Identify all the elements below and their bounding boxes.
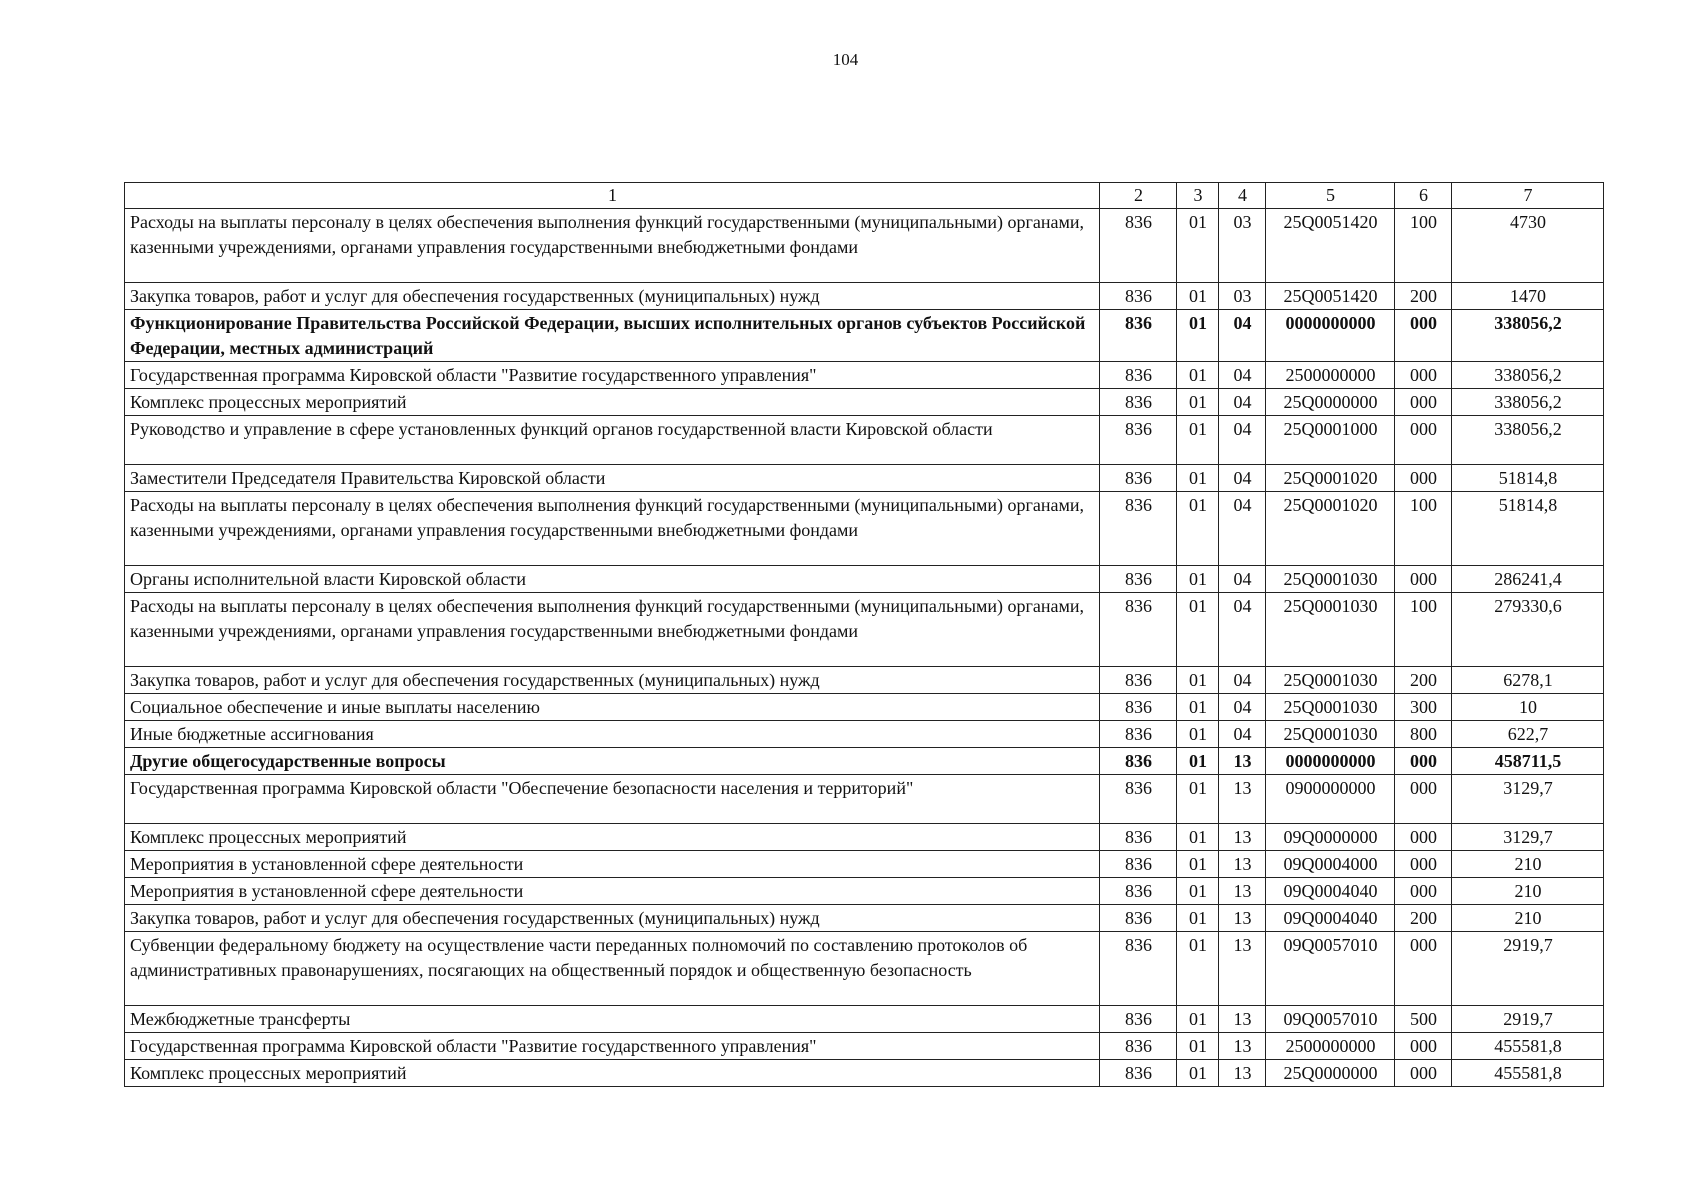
admin-code-cell: 836 bbox=[1100, 465, 1177, 492]
expense-type-code-cell: 000 bbox=[1395, 389, 1452, 416]
amount-cell: 210 bbox=[1452, 878, 1604, 905]
admin-code-cell: 836 bbox=[1100, 283, 1177, 310]
amount-cell: 2919,7 bbox=[1452, 1006, 1604, 1033]
table-row bbox=[125, 209, 1604, 283]
target-article-code-cell: 25Q0000000 bbox=[1266, 1060, 1395, 1087]
admin-code-cell: 836 bbox=[1100, 389, 1177, 416]
header-cell: 1 bbox=[125, 183, 1100, 209]
section-code-cell: 01 bbox=[1177, 1060, 1219, 1087]
subsection-code-cell: 04 bbox=[1219, 667, 1266, 694]
subsection-code-cell: 13 bbox=[1219, 851, 1266, 878]
expense-type-code-cell: 000 bbox=[1395, 775, 1452, 824]
target-article-code-cell: 25Q0001020 bbox=[1266, 492, 1395, 566]
admin-code-cell: 836 bbox=[1100, 775, 1177, 824]
subsection-code-cell: 04 bbox=[1219, 694, 1266, 721]
amount-cell: 622,7 bbox=[1452, 721, 1604, 748]
amount-cell: 338056,2 bbox=[1452, 310, 1604, 362]
header-cell: 5 bbox=[1266, 183, 1395, 209]
amount-cell: 458711,5 bbox=[1452, 748, 1604, 775]
admin-code-cell: 836 bbox=[1100, 362, 1177, 389]
table-row bbox=[125, 593, 1604, 667]
budget-table bbox=[124, 182, 1604, 1087]
expense-type-code-cell: 100 bbox=[1395, 492, 1452, 566]
expense-type-code-cell: 200 bbox=[1395, 283, 1452, 310]
table-row bbox=[125, 824, 1604, 851]
expense-type-code-cell: 000 bbox=[1395, 851, 1452, 878]
item-name-cell: Комплекс процессных мероприятий bbox=[125, 1060, 1100, 1087]
table-row bbox=[125, 1060, 1604, 1087]
amount-cell: 51814,8 bbox=[1452, 492, 1604, 566]
section-code-cell: 01 bbox=[1177, 465, 1219, 492]
subsection-code-cell: 13 bbox=[1219, 1060, 1266, 1087]
expense-type-code-cell: 000 bbox=[1395, 362, 1452, 389]
admin-code-cell: 836 bbox=[1100, 932, 1177, 1006]
subsection-code-cell: 13 bbox=[1219, 932, 1266, 1006]
admin-code-cell: 836 bbox=[1100, 209, 1177, 283]
section-code-cell: 01 bbox=[1177, 209, 1219, 283]
target-article-code-cell: 25Q0001030 bbox=[1266, 721, 1395, 748]
item-name-cell: Мероприятия в установленной сфере деятельности bbox=[125, 851, 1100, 878]
subsection-code-cell: 04 bbox=[1219, 593, 1266, 667]
section-code-cell: 01 bbox=[1177, 905, 1219, 932]
expense-type-code-cell: 300 bbox=[1395, 694, 1452, 721]
item-name-cell: Мероприятия в установленной сфере деятельности bbox=[125, 878, 1100, 905]
section-code-cell: 01 bbox=[1177, 667, 1219, 694]
subsection-code-cell: 13 bbox=[1219, 1006, 1266, 1033]
subsection-code-cell: 04 bbox=[1219, 416, 1266, 465]
item-name-cell: Иные бюджетные ассигнования bbox=[125, 721, 1100, 748]
section-code-cell: 01 bbox=[1177, 851, 1219, 878]
amount-cell: 210 bbox=[1452, 851, 1604, 878]
amount-cell: 210 bbox=[1452, 905, 1604, 932]
target-article-code-cell: 09Q0057010 bbox=[1266, 1006, 1395, 1033]
target-article-code-cell: 09Q0004040 bbox=[1266, 905, 1395, 932]
item-name-cell: Функционирование Правительства Российской Федерации, высших исполнительных органов субъектов Российской Федерации, местных администраций bbox=[125, 310, 1100, 362]
admin-code-cell: 836 bbox=[1100, 416, 1177, 465]
subsection-code-cell: 13 bbox=[1219, 878, 1266, 905]
subsection-code-cell: 04 bbox=[1219, 362, 1266, 389]
section-code-cell: 01 bbox=[1177, 283, 1219, 310]
expense-type-code-cell: 100 bbox=[1395, 593, 1452, 667]
item-name-cell: Расходы на выплаты персоналу в целях обеспечения выполнения функций государственными (муниципальными) органами, казенными учреждениями, органами управления государственными внебюджетными фондами bbox=[125, 492, 1100, 566]
table-row bbox=[125, 905, 1604, 932]
subsection-code-cell: 03 bbox=[1219, 209, 1266, 283]
table-row bbox=[125, 748, 1604, 775]
amount-cell: 338056,2 bbox=[1452, 362, 1604, 389]
item-name-cell: Руководство и управление в сфере установленных функций органов государственной власти Кировской области bbox=[125, 416, 1100, 465]
admin-code-cell: 836 bbox=[1100, 667, 1177, 694]
item-name-cell: Государственная программа Кировской области "Развитие государственного управления" bbox=[125, 362, 1100, 389]
subsection-code-cell: 13 bbox=[1219, 775, 1266, 824]
subsection-code-cell: 04 bbox=[1219, 310, 1266, 362]
item-name-cell: Комплекс процессных мероприятий bbox=[125, 824, 1100, 851]
target-article-code-cell: 25Q0001030 bbox=[1266, 694, 1395, 721]
item-name-cell: Другие общегосударственные вопросы bbox=[125, 748, 1100, 775]
admin-code-cell: 836 bbox=[1100, 878, 1177, 905]
admin-code-cell: 836 bbox=[1100, 694, 1177, 721]
item-name-cell: Государственная программа Кировской области "Обеспечение безопасности населения и территорий" bbox=[125, 775, 1100, 824]
section-code-cell: 01 bbox=[1177, 1033, 1219, 1060]
table-row bbox=[125, 878, 1604, 905]
section-code-cell: 01 bbox=[1177, 389, 1219, 416]
subsection-code-cell: 13 bbox=[1219, 748, 1266, 775]
table-row bbox=[125, 566, 1604, 593]
expense-type-code-cell: 000 bbox=[1395, 1060, 1452, 1087]
admin-code-cell: 836 bbox=[1100, 824, 1177, 851]
subsection-code-cell: 13 bbox=[1219, 905, 1266, 932]
amount-cell: 51814,8 bbox=[1452, 465, 1604, 492]
subsection-code-cell: 04 bbox=[1219, 566, 1266, 593]
expense-type-code-cell: 000 bbox=[1395, 310, 1452, 362]
amount-cell: 3129,7 bbox=[1452, 824, 1604, 851]
expense-type-code-cell: 200 bbox=[1395, 905, 1452, 932]
expense-type-code-cell: 000 bbox=[1395, 566, 1452, 593]
target-article-code-cell: 25Q0051420 bbox=[1266, 283, 1395, 310]
table-row bbox=[125, 389, 1604, 416]
admin-code-cell: 836 bbox=[1100, 593, 1177, 667]
target-article-code-cell: 0900000000 bbox=[1266, 775, 1395, 824]
target-article-code-cell: 09Q0004040 bbox=[1266, 878, 1395, 905]
section-code-cell: 01 bbox=[1177, 593, 1219, 667]
subsection-code-cell: 13 bbox=[1219, 824, 1266, 851]
target-article-code-cell: 09Q0004000 bbox=[1266, 851, 1395, 878]
item-name-cell: Заместители Председателя Правительства Кировской области bbox=[125, 465, 1100, 492]
target-article-code-cell: 0000000000 bbox=[1266, 748, 1395, 775]
target-article-code-cell: 25Q0001000 bbox=[1266, 416, 1395, 465]
table-row bbox=[125, 694, 1604, 721]
expense-type-code-cell: 000 bbox=[1395, 932, 1452, 1006]
admin-code-cell: 836 bbox=[1100, 566, 1177, 593]
expense-type-code-cell: 100 bbox=[1395, 209, 1452, 283]
target-article-code-cell: 25Q0001030 bbox=[1266, 566, 1395, 593]
admin-code-cell: 836 bbox=[1100, 1033, 1177, 1060]
admin-code-cell: 836 bbox=[1100, 1006, 1177, 1033]
expense-type-code-cell: 800 bbox=[1395, 721, 1452, 748]
subsection-code-cell: 04 bbox=[1219, 492, 1266, 566]
target-article-code-cell: 25Q0001030 bbox=[1266, 593, 1395, 667]
section-code-cell: 01 bbox=[1177, 721, 1219, 748]
admin-code-cell: 836 bbox=[1100, 851, 1177, 878]
header-cell: 7 bbox=[1452, 183, 1604, 209]
admin-code-cell: 836 bbox=[1100, 1060, 1177, 1087]
section-code-cell: 01 bbox=[1177, 362, 1219, 389]
subsection-code-cell: 04 bbox=[1219, 721, 1266, 748]
expense-type-code-cell: 000 bbox=[1395, 416, 1452, 465]
table-row bbox=[125, 851, 1604, 878]
target-article-code-cell: 09Q0000000 bbox=[1266, 824, 1395, 851]
item-name-cell: Органы исполнительной власти Кировской области bbox=[125, 566, 1100, 593]
amount-cell: 338056,2 bbox=[1452, 416, 1604, 465]
expense-type-code-cell: 000 bbox=[1395, 465, 1452, 492]
section-code-cell: 01 bbox=[1177, 694, 1219, 721]
target-article-code-cell: 09Q0057010 bbox=[1266, 932, 1395, 1006]
amount-cell: 4730 bbox=[1452, 209, 1604, 283]
amount-cell: 3129,7 bbox=[1452, 775, 1604, 824]
table-row bbox=[125, 310, 1604, 362]
target-article-code-cell: 25Q0001030 bbox=[1266, 667, 1395, 694]
subsection-code-cell: 13 bbox=[1219, 1033, 1266, 1060]
table-row bbox=[125, 1006, 1604, 1033]
section-code-cell: 01 bbox=[1177, 932, 1219, 1006]
target-article-code-cell: 2500000000 bbox=[1266, 362, 1395, 389]
amount-cell: 2919,7 bbox=[1452, 932, 1604, 1006]
expense-type-code-cell: 000 bbox=[1395, 824, 1452, 851]
amount-cell: 286241,4 bbox=[1452, 566, 1604, 593]
item-name-cell: Комплекс процессных мероприятий bbox=[125, 389, 1100, 416]
section-code-cell: 01 bbox=[1177, 416, 1219, 465]
item-name-cell: Субвенции федеральному бюджету на осуществление части переданных полномочий по составлению протоколов об административных правонарушениях, посягающих на общественный порядок и общественную безопасность bbox=[125, 932, 1100, 1006]
table-row bbox=[125, 775, 1604, 824]
table-row bbox=[125, 721, 1604, 748]
expense-type-code-cell: 000 bbox=[1395, 748, 1452, 775]
section-code-cell: 01 bbox=[1177, 824, 1219, 851]
item-name-cell: Социальное обеспечение и иные выплаты населению bbox=[125, 694, 1100, 721]
item-name-cell: Закупка товаров, работ и услуг для обеспечения государственных (муниципальных) нужд bbox=[125, 667, 1100, 694]
table-row bbox=[125, 416, 1604, 465]
expense-type-code-cell: 000 bbox=[1395, 878, 1452, 905]
section-code-cell: 01 bbox=[1177, 566, 1219, 593]
section-code-cell: 01 bbox=[1177, 492, 1219, 566]
subsection-code-cell: 04 bbox=[1219, 465, 1266, 492]
section-code-cell: 01 bbox=[1177, 748, 1219, 775]
table-row bbox=[125, 667, 1604, 694]
amount-cell: 10 bbox=[1452, 694, 1604, 721]
target-article-code-cell: 0000000000 bbox=[1266, 310, 1395, 362]
target-article-code-cell: 25Q0051420 bbox=[1266, 209, 1395, 283]
amount-cell: 279330,6 bbox=[1452, 593, 1604, 667]
admin-code-cell: 836 bbox=[1100, 492, 1177, 566]
header-cell: 2 bbox=[1100, 183, 1177, 209]
section-code-cell: 01 bbox=[1177, 878, 1219, 905]
item-name-cell: Расходы на выплаты персоналу в целях обеспечения выполнения функций государственными (муниципальными) органами, казенными учреждениями, органами управления государственными внебюджетными фондами bbox=[125, 209, 1100, 283]
amount-cell: 455581,8 bbox=[1452, 1060, 1604, 1087]
table-row bbox=[125, 492, 1604, 566]
admin-code-cell: 836 bbox=[1100, 905, 1177, 932]
item-name-cell: Межбюджетные трансферты bbox=[125, 1006, 1100, 1033]
table-header-row bbox=[125, 183, 1604, 209]
item-name-cell: Расходы на выплаты персоналу в целях обеспечения выполнения функций государственными (муниципальными) органами, казенными учреждениями, органами управления государственными внебюджетными фондами bbox=[125, 593, 1100, 667]
expense-type-code-cell: 200 bbox=[1395, 667, 1452, 694]
subsection-code-cell: 03 bbox=[1219, 283, 1266, 310]
amount-cell: 6278,1 bbox=[1452, 667, 1604, 694]
target-article-code-cell: 25Q0001020 bbox=[1266, 465, 1395, 492]
admin-code-cell: 836 bbox=[1100, 721, 1177, 748]
item-name-cell: Закупка товаров, работ и услуг для обеспечения государственных (муниципальных) нужд bbox=[125, 905, 1100, 932]
amount-cell: 338056,2 bbox=[1452, 389, 1604, 416]
table-row bbox=[125, 283, 1604, 310]
header-cell: 3 bbox=[1177, 183, 1219, 209]
table-row bbox=[125, 362, 1604, 389]
table-row bbox=[125, 1033, 1604, 1060]
table-row bbox=[125, 932, 1604, 1006]
section-code-cell: 01 bbox=[1177, 310, 1219, 362]
admin-code-cell: 836 bbox=[1100, 748, 1177, 775]
amount-cell: 1470 bbox=[1452, 283, 1604, 310]
item-name-cell: Закупка товаров, работ и услуг для обеспечения государственных (муниципальных) нужд bbox=[125, 283, 1100, 310]
amount-cell: 455581,8 bbox=[1452, 1033, 1604, 1060]
target-article-code-cell: 2500000000 bbox=[1266, 1033, 1395, 1060]
page-number: 104 bbox=[832, 50, 859, 69]
subsection-code-cell: 04 bbox=[1219, 389, 1266, 416]
expense-type-code-cell: 500 bbox=[1395, 1006, 1452, 1033]
target-article-code-cell: 25Q0000000 bbox=[1266, 389, 1395, 416]
item-name-cell: Государственная программа Кировской области "Развитие государственного управления" bbox=[125, 1033, 1100, 1060]
section-code-cell: 01 bbox=[1177, 775, 1219, 824]
section-code-cell: 01 bbox=[1177, 1006, 1219, 1033]
table-row bbox=[125, 465, 1604, 492]
expense-type-code-cell: 000 bbox=[1395, 1033, 1452, 1060]
admin-code-cell: 836 bbox=[1100, 310, 1177, 362]
header-cell: 6 bbox=[1395, 183, 1452, 209]
header-cell: 4 bbox=[1219, 183, 1266, 209]
